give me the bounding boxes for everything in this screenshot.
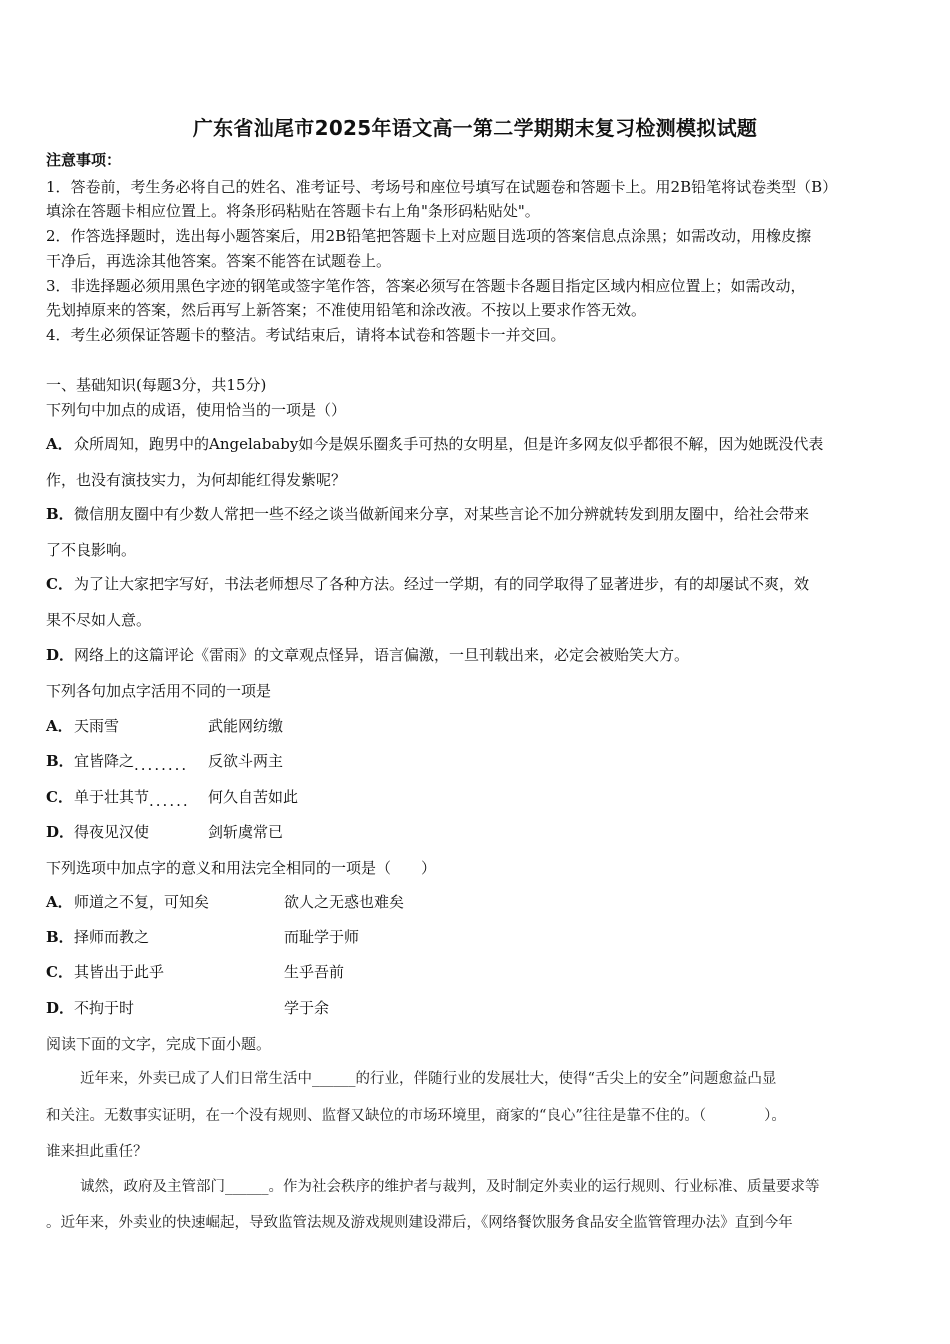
emphasis-dots: ........	[134, 756, 189, 774]
question-2-option-c	[46, 787, 190, 811]
option-left: 其皆出于此乎	[74, 963, 165, 981]
reading-intro: 阅读下面的文字，完成下面小题。	[46, 1035, 272, 1053]
question-3-option-d-right: 学于余	[284, 999, 330, 1017]
option-letter: D．	[46, 646, 75, 664]
option-text: 为了让大家把字写好，书法老师想尽了各种方法。经过一学期，有的同学取得了显著进步，有的却屡试不爽，效	[74, 575, 810, 593]
option-letter: D．	[46, 823, 75, 841]
question-1-option-a-cont: 作，也没有演技实力，为何却能红得发紫呢？	[46, 471, 347, 489]
question-2-stem: 下列各句加点字活用不同的一项是	[46, 682, 272, 700]
option-left: 宜皆降之	[74, 752, 135, 770]
question-1-option-a	[46, 434, 823, 454]
section-heading: 一、基础知识(每题3分，共15分)	[46, 376, 267, 394]
option-text: 微信朋友圈中有少数人常把一些不经之谈当做新闻来分享，对某些言论不加分辨就转发到朋友圈中，给社会带来	[74, 505, 810, 523]
question-1-stem: 下列句中加点的成语，使用恰当的一项是（）	[46, 401, 347, 419]
question-1-option-b-cont: 了不良影响。	[46, 541, 137, 559]
question-1-option-c-cont: 果不尽如人意。	[46, 611, 152, 629]
passage-line: 和关注。无数事实证明，在一个没有规则、监督又缺位的市场环境里，商家的“良心”往往是靠不住的。（ ）。	[46, 1108, 786, 1124]
option-letter: B．	[46, 928, 74, 946]
notice-line: 4．考生必须保证答题卡的整洁。考试结束后，请将本试卷和答题卡一并交回。	[46, 326, 566, 344]
option-left: 不拘于时	[74, 999, 135, 1017]
option-left: 师道之不复，可知矣	[74, 893, 210, 911]
option-text: 网络上的这篇评论《雷雨》的文章观点怪异，语言偏激，一旦刊载出来，必定会被贻笑大方。	[74, 646, 690, 664]
question-2-option-d	[46, 822, 149, 842]
question-3-stem: 下列选项中加点字的意义和用法完全相同的一项是（ ）	[46, 859, 437, 877]
question-3-option-b-right: 而耻学于师	[284, 928, 360, 946]
question-3-option-d	[46, 998, 134, 1018]
question-1-option-c	[46, 574, 809, 594]
option-letter: A．	[46, 717, 73, 735]
notice-line: 2．作答选择题时，选出每小题答案后，用2B铅笔把答题卡上对应题目选项的答案信息点涂黑；如需改动，用橡皮擦	[46, 227, 812, 245]
question-2-option-d-right: 剑斩虞常已	[208, 823, 284, 841]
passage-line: 。近年来，外卖业的快速崛起，导致监管法规及游戏规则建设滞后，《网络餐饮服务食品安全监管管理办法》直到今年	[46, 1215, 793, 1231]
question-3-option-b	[46, 927, 149, 947]
question-1-option-b	[46, 504, 809, 524]
option-letter: C．	[46, 575, 73, 593]
question-2-option-a	[46, 716, 119, 736]
option-left: 天雨雪	[74, 717, 120, 735]
emphasis-dots: ......	[149, 792, 190, 810]
question-3-option-c-right: 生乎吾前	[284, 963, 345, 981]
notice-line: 干净后，再选涂其他答案。答案不能答在试题卷上。	[46, 252, 392, 270]
notice-line: 填涂在答题卡相应位置上。将条形码粘贴在答题卡右上角"条形码粘贴处"。	[46, 202, 540, 220]
option-left: 单于壮其节	[74, 788, 150, 806]
question-2-option-c-right: 何久自苦如此	[208, 788, 299, 806]
notice-line: 3．非选择题必须用黑色字迹的钢笔或签字笔作答，答案必须写在答题卡各题目指定区域内相应位置上；如需改动，	[46, 277, 806, 295]
option-letter: C．	[46, 788, 73, 806]
option-text: 众所周知，跑男中的Angelababy如今是娱乐圈炙手可热的女明星，但是许多网友似乎都很不解，因为她既没代表	[74, 435, 824, 453]
question-2-option-a-right: 武能网纺缴	[208, 717, 284, 735]
page-title: 广东省汕尾市2025年语文高一第二学期期末复习检测模拟试题	[192, 116, 758, 140]
option-letter: B．	[46, 505, 74, 523]
question-3-option-a-right: 欲人之无惑也难矣	[284, 893, 405, 911]
question-2-option-b	[46, 751, 188, 775]
question-3-option-a	[46, 892, 209, 912]
passage-line: 近年来，外卖已成了人们日常生活中______的行业，伴随行业的发展壮大，使得“舌尖上的安全”问题愈益凸显	[80, 1071, 777, 1087]
question-2-option-b-right: 反欲斗两主	[208, 752, 284, 770]
question-1-option-d	[46, 645, 689, 665]
option-letter: A．	[46, 435, 73, 453]
notice-line: 1．答卷前，考生务必将自己的姓名、准考证号、考场号和座位号填写在试题卷和答题卡上。用2B铅笔将试卷类型（B）	[46, 178, 838, 196]
option-left: 得夜见汉使	[74, 823, 150, 841]
question-3-option-c	[46, 962, 164, 982]
notice-line: 先划掉原来的答案，然后再写上新答案；不准使用铅笔和涂改液。不按以上要求作答无效。	[46, 301, 647, 319]
option-letter: D．	[46, 999, 75, 1017]
notice-heading: 注意事项：	[46, 151, 122, 169]
option-left: 择师而教之	[74, 928, 150, 946]
passage-line: 谁来担此重任？	[46, 1144, 148, 1160]
option-letter: B．	[46, 752, 74, 770]
option-letter: A．	[46, 893, 73, 911]
passage-line: 诚然，政府及主管部门______。作为社会秩序的维护者与裁判，及时制定外卖业的运行规则、行业标准、质量要求等	[80, 1179, 820, 1195]
option-letter: C．	[46, 963, 73, 981]
